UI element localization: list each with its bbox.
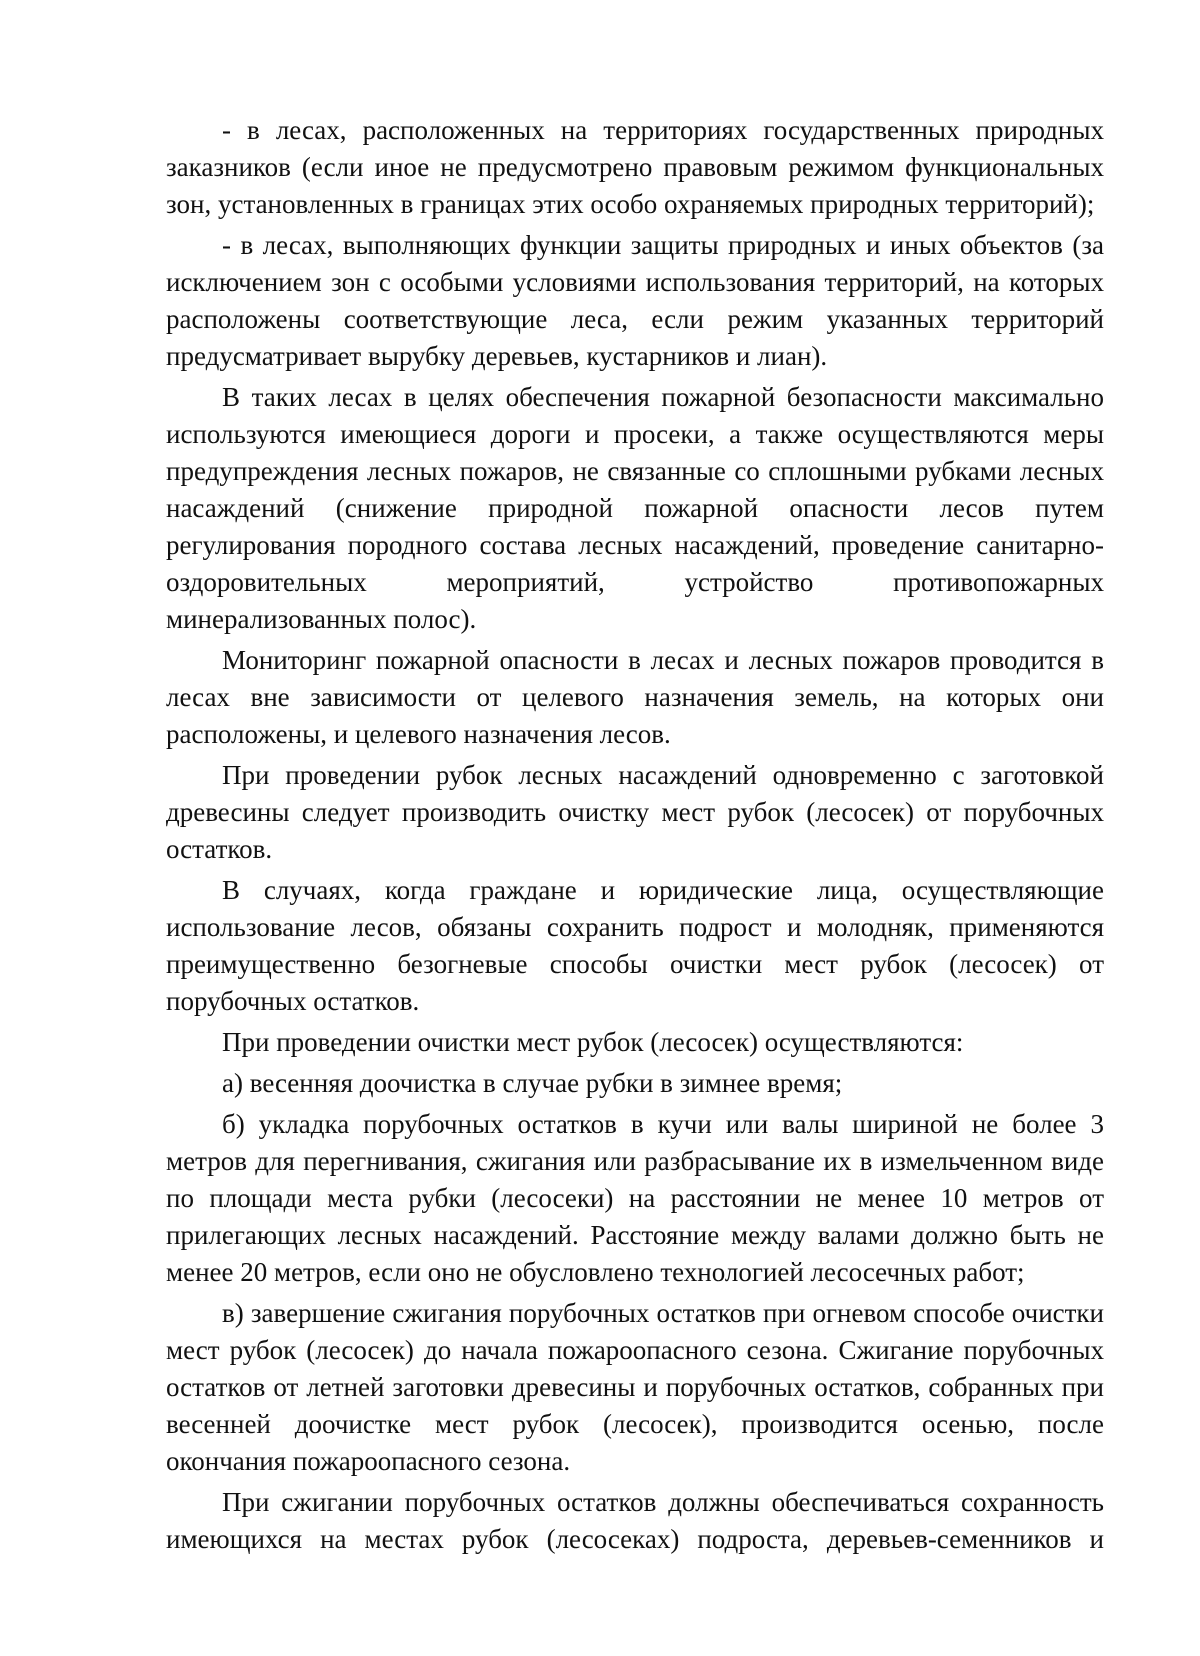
- paragraph-cleanup-intro: При проведении очистки мест рубок (лесосек) осуществляются:: [222, 1027, 964, 1057]
- list-item-a: а) весенняя доочистка в случае рубки в зимнее время;: [222, 1068, 843, 1098]
- paragraph-cutting-cleanup: При проведении рубок лесных насаждений одновременно с заготовкой древесины следует производить очистку мест рубок (лесосек) от порубочных остатков.: [166, 760, 1104, 864]
- paragraph-burning-residues: При сжигании порубочных остатков должны обеспечиваться сохранность имеющихся на местах рубок (лесосеках) подроста, деревьев-семенников и: [166, 1487, 1104, 1554]
- paragraph-monitoring: Мониторинг пожарной опасности в лесах и лесных пожаров проводится в лесах вне зависимости от целевого назначения земель, на которых они расположены, и целевого назначения лесов.: [166, 645, 1104, 749]
- paragraph-fireless-methods: В случаях, когда граждане и юридические лица, осуществляющие использование лесов, обязаны сохранить подрост и молодняк, применяются преимущественно безогневые способы очистки мест рубок (лесосек) от порубочных остатков.: [166, 875, 1104, 1016]
- paragraph-fire-safety-measures: В таких лесах в целях обеспечения пожарной безопасности максимально используются имеющиеся дороги и просеки, а также осуществляются меры предупреждения лесных пожаров, не связанные со сплошными рубками лесных насаждений (снижение природной пожарной опасности лесов путем регулирования породного состава лесных насаждений, проведение санитарно-оздоровительных мероприятий, устройство противопожарных минерализованных полос).: [166, 382, 1104, 634]
- document-body: [166, 112, 1104, 1558]
- list-item-v: в) завершение сжигания порубочных остатков при огневом способе очистки мест рубок (лесосек) до начала пожароопасного сезона. Сжигание порубочных остатков от летней заготовки древесины и порубочных остатков, собранных при весенней доочистке мест рубок (лесосек), производится осенью, после окончания пожароопасного сезона.: [166, 1298, 1104, 1476]
- paragraph-reserves: - в лесах, расположенных на территориях государственных природных заказников (если иное не предусмотрено правовым режимом функциональных зон, установленных в границах этих особо охраняемых природных территорий);: [166, 115, 1104, 219]
- list-item-b: б) укладка порубочных остатков в кучи или валы шириной не более 3 метров для перегнивания, сжигания или разбрасывание их в измельченном виде по площади места рубки (лесосеки) на расстоянии не менее 10 метров от прилегающих лесных насаждений. Расстояние между валами должно быть не менее 20 метров, если оно не обусловлено технологией лесосечных работ;: [166, 1109, 1104, 1287]
- paragraph-protective-forests: - в лесах, выполняющих функции защиты природных и иных объектов (за исключением зон с особыми условиями использования территорий, на которых расположены соответствующие леса, если режим указанных территорий предусматривает вырубку деревьев, кустарников и лиан).: [166, 230, 1104, 371]
